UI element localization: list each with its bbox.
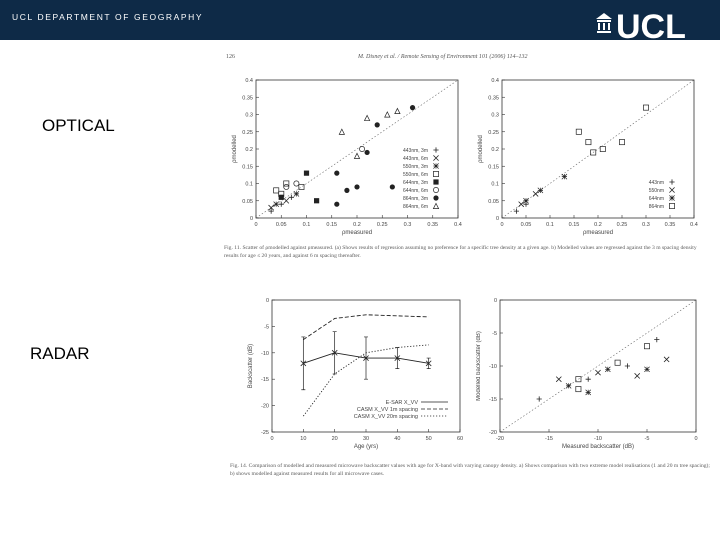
data-point [289,195,294,200]
data-point [556,377,561,382]
one-to-one-line [500,300,696,432]
x-tick-label: 0.25 [616,222,628,228]
data-point [605,367,610,372]
data-point [625,363,630,368]
legend-label: 550nm, 6m [402,172,428,178]
data-point [523,198,528,203]
legend-label: CASM X_VV 1m spacing [356,407,418,413]
x-tick-label: 0 [500,222,504,228]
page-number: 126 [226,54,235,60]
y-tick-label: 0.2 [491,147,499,153]
x-tick-label: 0.1 [302,222,311,228]
data-point [654,337,659,342]
data-point [576,387,581,392]
optical-chart-b [476,74,706,244]
legend-marker [433,195,438,200]
x-tick-label: 0.4 [454,222,462,228]
x-tick-label: 0.3 [403,222,412,228]
legend-marker [433,203,438,208]
x-tick-label: -5 [644,436,650,442]
x-axis-label: Age (yrs) [353,444,379,450]
legend-label: 644nm, 3m [402,180,428,186]
y-axis-label: ρmodelled [478,135,484,163]
y-tick-label: 0 [265,298,269,304]
legend-label: 864nm, 3m [402,196,428,202]
y-tick-label: 0.25 [488,129,499,136]
y-tick-label: 0.3 [491,112,499,119]
running-head: M. Disney et al. / Remote Sensing of Environment 101 (2006) 114–132 [358,54,528,60]
data-point [354,184,359,189]
y-tick-label: 0.35 [488,95,499,102]
y-tick-label: -15 [489,397,497,403]
x-tick-label: -10 [594,436,602,442]
x-tick-label: 0 [254,222,258,228]
x-tick-label: 20 [331,436,338,442]
y-tick-label: 0.05 [242,198,253,205]
data-point [586,377,591,382]
data-point [304,171,309,176]
legend-label: 864nm [648,204,664,210]
data-point [643,105,648,110]
optical-label: OPTICAL [42,116,115,135]
y-tick-label: -10 [489,364,497,370]
y-axis-label: Backscatter (dB) [248,343,254,389]
legend-label: 644nm [648,196,664,202]
y-tick-label: 0.2 [245,147,253,153]
y-tick-label: -20 [261,403,269,410]
x-tick-label: 0 [270,436,274,442]
y-tick-label: 0 [495,216,499,222]
data-point [619,140,624,145]
radar-chart-b [476,292,712,454]
data-point [664,357,669,362]
ucl-logo [594,7,706,41]
x-axis-label: ρmeasured [582,230,614,236]
y-tick-label: 0.3 [245,112,253,119]
x-tick-label: 40 [394,436,401,442]
y-tick-label: 0.4 [491,78,499,84]
department-title: UCL DEPARTMENT OF GEOGRAPHY [12,12,204,22]
data-point [279,202,284,207]
radar-label: RADAR [30,344,90,363]
legend-label: 864nm, 6m [402,204,428,210]
x-tick-label: 0.25 [376,222,388,228]
x-tick-label: -20 [496,436,504,442]
y-tick-label: 0.1 [245,181,253,188]
x-tick-label: 0.3 [642,222,650,228]
x-tick-label: 0.1 [546,222,554,228]
data-point [294,181,299,186]
data-point [274,202,279,207]
y-tick-label: 0.4 [245,78,253,84]
y-tick-label: -20 [489,430,497,436]
legend-label: 443nm, 6m [402,156,428,162]
radar-chart-a [226,292,470,454]
data-point [339,129,344,134]
legend-label: 550nm, 3m [402,164,428,170]
data-point [533,191,538,196]
data-point [576,129,581,134]
y-tick-label: 0.1 [491,181,499,188]
header-bar [0,0,720,40]
y-axis-label: ρmodelled [232,135,238,163]
legend-marker [669,179,674,184]
x-tick-label: 50 [425,436,432,442]
x-tick-label: 0.05 [275,222,287,228]
legend-marker [433,163,438,168]
data-point [595,370,600,375]
legend-marker [433,147,438,152]
legend-marker [433,179,438,184]
data-point [562,174,567,179]
y-tick-label: 0 [249,216,253,222]
data-point [615,360,620,365]
x-tick-label: 0.15 [568,222,580,228]
y-tick-label: -15 [261,377,269,384]
x-tick-label: 0.35 [664,222,676,228]
y-tick-label: 0 [493,298,497,304]
data-point [279,195,284,200]
x-axis-label: Measured backscatter (dB) [561,444,635,450]
y-tick-label: 0.25 [242,129,253,136]
x-tick-label: 0.2 [594,222,602,228]
logo-text: UCL [616,8,686,41]
data-point [284,198,289,203]
data-point [600,146,605,151]
data-point [644,344,649,349]
optical-figure [218,48,710,276]
legend-label: 443nm [648,180,664,186]
data-point [365,150,370,155]
legend-marker [433,171,438,176]
data-point [586,390,591,395]
x-tick-label: 0.35 [427,222,439,228]
x-tick-label: 10 [300,436,307,442]
y-tick-label: -5 [264,324,269,331]
y-tick-label: -10 [261,350,269,357]
x-tick-label: 0.4 [690,222,698,228]
data-point [586,140,591,145]
legend-label: E-SAR X_VV [385,400,418,406]
data-point [635,373,640,378]
data-point [644,367,649,372]
data-point [314,198,319,203]
data-point [359,146,364,151]
data-point [390,184,395,189]
x-tick-label: 0.05 [520,222,532,228]
legend-marker [669,187,674,192]
y-axis-label: Modelled backscatter (dB) [476,331,482,401]
series-line [303,315,428,340]
data-point [344,188,349,193]
x-tick-label: 0.2 [353,222,361,228]
data-point [334,171,339,176]
y-tick-label: 0.35 [242,95,253,102]
x-tick-label: -15 [545,436,553,442]
x-tick-label: 30 [362,436,370,442]
legend-label: 443nm, 3m [402,148,428,154]
portico-icon [596,13,612,33]
legend-label: 550nm [648,188,664,194]
data-point [375,122,380,127]
data-point [334,202,339,207]
legend-label: CASM X_VV 20m spacing [353,414,418,420]
optical-chart-a [230,74,470,244]
radar-figure [226,292,714,482]
x-axis-label: ρmeasured [341,230,373,236]
one-to-one-line [502,80,694,218]
legend-marker [433,187,438,192]
data-point [395,108,400,113]
legend-marker [669,203,674,208]
data-point [294,191,299,196]
data-point [537,396,542,401]
x-tick-label: 0 [694,436,698,442]
data-point [274,188,279,193]
data-point [566,383,571,388]
legend-marker [433,155,438,160]
radar-caption: Fig. 14. Comparison of modelled and measured microwave backscatter values with age for X-band with varying canopy density. a) Shows comparison with two extreme model realisations (1 and 20 m tree spacing); b) shows modelled against measured results for all microwave cases. [230,463,710,477]
data-point [385,112,390,117]
y-tick-label: -5 [492,331,497,337]
y-tick-label: -25 [261,430,269,436]
x-tick-label: 60 [456,436,464,442]
optical-caption: Fig. 11. Scatter of ρmodelled against ρmeasured. (a) Shows results of regression assuming no preference for a specific tree density at a given age. b) Modelled values are regressed against the 3 m spacing density results for age ≤ 20 years, and against 6 m spacing thereafter. [224,245,697,259]
y-tick-label: 0.05 [488,198,499,205]
data-point [538,188,543,193]
data-point [410,105,415,110]
y-tick-label: 0.15 [488,164,499,171]
x-tick-label: 0.15 [326,222,338,228]
data-point [284,184,289,189]
data-point [365,115,370,120]
legend-marker [669,195,674,200]
data-point [519,202,524,207]
y-tick-label: 0.15 [242,164,253,171]
data-point [354,153,359,158]
legend-label: 644nm, 6m [402,188,428,194]
